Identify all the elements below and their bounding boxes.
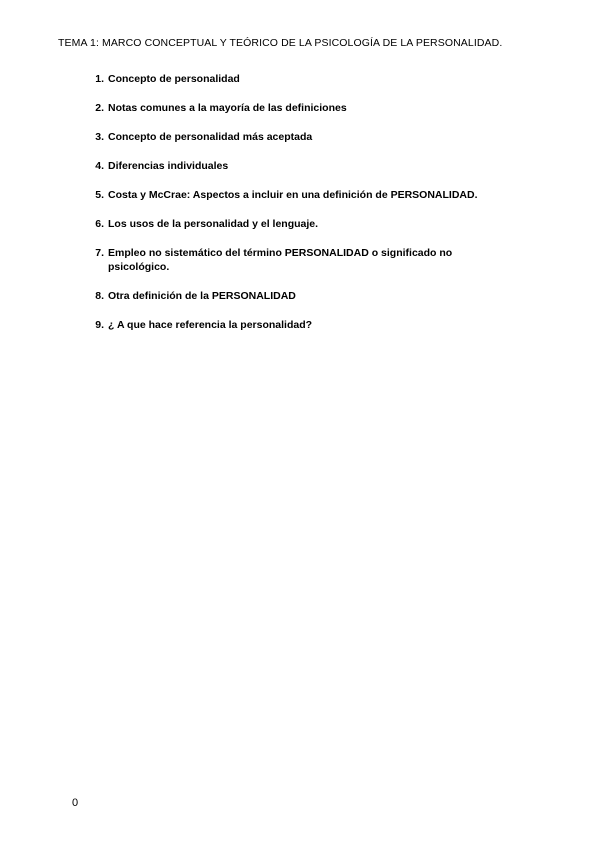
toc-item: [0, 72, 600, 86]
toc-item-text: Otra definición de la PERSONALIDAD: [108, 290, 296, 302]
toc-item-text: Costa y McCrae: Aspectos a incluir en una definición de PERSONALIDAD.: [108, 189, 478, 201]
toc-item-number: 3.: [95, 131, 104, 143]
toc-item-number: 6.: [95, 218, 104, 230]
toc-item: [0, 101, 600, 115]
toc-item-number: 4.: [95, 160, 104, 172]
toc-item: [0, 130, 600, 144]
page-header-title: TEMA 1: MARCO CONCEPTUAL Y TEÓRICO DE LA PSICOLOGÍA DE LA PERSONALIDAD.: [58, 37, 503, 49]
page-number: 0: [72, 797, 79, 809]
toc-item-number: 7.: [95, 247, 104, 259]
toc-item-number: 5.: [95, 189, 104, 201]
toc-item-text: Diferencias individuales: [108, 160, 229, 172]
toc-item-number: 8.: [95, 290, 104, 302]
toc-item: [0, 188, 600, 202]
toc-item: [0, 217, 600, 231]
toc-item-text: Notas comunes a la mayoría de las definiciones: [108, 102, 347, 114]
toc-item: [0, 246, 600, 274]
toc-item: [0, 289, 600, 303]
toc-item-number: 2.: [95, 102, 104, 114]
toc-item-text: ¿ A que hace referencia la personalidad?: [108, 319, 313, 331]
toc-item-text: Los usos de la personalidad y el lenguaje.: [108, 218, 319, 230]
toc-item: [0, 318, 600, 332]
toc-item-text: Concepto de personalidad: [108, 73, 240, 85]
toc-item-number: 9.: [95, 319, 104, 331]
toc-item-text: Empleo no sistemático del término PERSONALIDAD o significado no psicológico.: [108, 247, 453, 273]
toc-item: [0, 159, 600, 173]
toc-item-text: Concepto de personalidad más aceptada: [108, 131, 313, 143]
toc-item-number: 1.: [95, 73, 104, 85]
table-of-contents: [0, 72, 600, 347]
